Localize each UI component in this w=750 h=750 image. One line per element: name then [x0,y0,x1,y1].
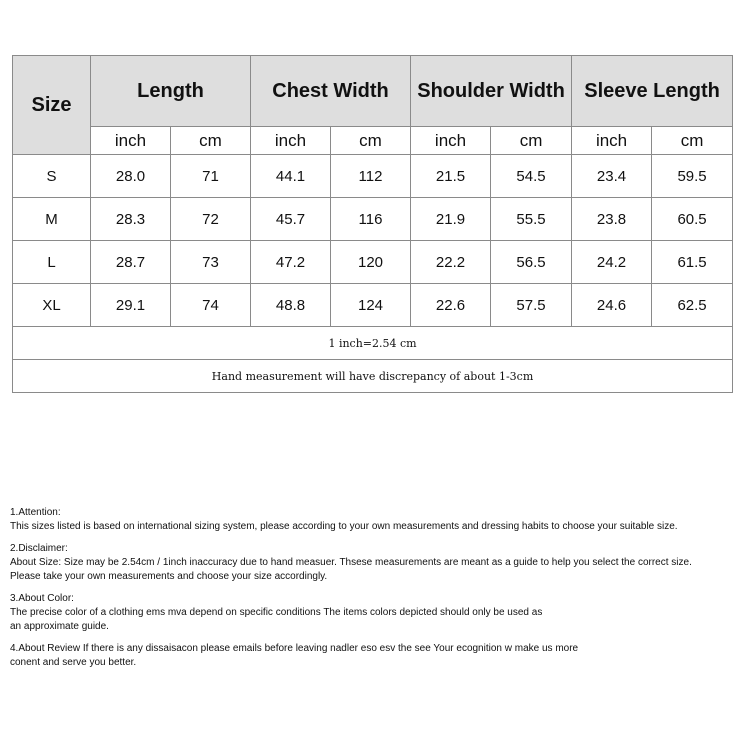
value-cell: 24.6 [572,284,652,327]
size-cell: XL [13,284,91,327]
note-heading: 4.About Review If there is any dissaisacon please emails before leaving nadler eso esv the see Your ecognition w make us more [10,643,579,654]
conversion-note: 1 inch=2.54 cm [13,327,733,360]
note-heading: 2.Disclaimer: [10,543,68,554]
review-note [10,642,745,670]
value-cell: 21.9 [411,198,491,241]
table-row [13,198,733,241]
value-cell: 60.5 [652,198,733,241]
note-text: About Size: Size may be 2.54cm / 1inch inaccuracy due to hand measuer. Thsese measurements are meant as a guide to help you select the correct size. [10,557,692,568]
note-text: an approximate guide. [10,621,109,632]
value-cell: 22.2 [411,241,491,284]
size-cell: M [13,198,91,241]
table-row [13,284,733,327]
value-cell: 44.1 [251,155,331,198]
value-cell: 22.6 [411,284,491,327]
value-cell: 23.8 [572,198,652,241]
value-cell: 29.1 [91,284,171,327]
value-cell: 21.5 [411,155,491,198]
value-cell: 73 [171,241,251,284]
size-cell: L [13,241,91,284]
disclaimer-note [10,542,745,584]
value-cell: 61.5 [652,241,733,284]
color-note [10,592,745,634]
value-cell: 23.4 [572,155,652,198]
value-cell: 56.5 [491,241,572,284]
note-text: Please take your own measurements and choose your size accordingly. [10,571,328,582]
value-cell: 24.2 [572,241,652,284]
header-sleeve-length: Sleeve Length [572,56,733,127]
header-chest-width: Chest Width [251,56,411,127]
value-cell: 120 [331,241,411,284]
size-chart-table [12,55,733,393]
value-cell: 72 [171,198,251,241]
header-row [13,56,733,127]
unit-label: cm [331,127,411,155]
value-cell: 45.7 [251,198,331,241]
header-length: Length [91,56,251,127]
table-row [13,241,733,284]
table-row [13,155,733,198]
note-heading: 1.Attention: [10,507,61,518]
discrepancy-note-row [13,360,733,393]
unit-label: inch [411,127,491,155]
value-cell: 59.5 [652,155,733,198]
value-cell: 48.8 [251,284,331,327]
value-cell: 74 [171,284,251,327]
value-cell: 54.5 [491,155,572,198]
size-cell: S [13,155,91,198]
unit-label: inch [251,127,331,155]
value-cell: 28.0 [91,155,171,198]
note-heading: 3.About Color: [10,593,74,604]
note-text: conent and serve you better. [10,657,137,668]
value-cell: 28.7 [91,241,171,284]
value-cell: 71 [171,155,251,198]
value-cell: 57.5 [491,284,572,327]
unit-label: inch [91,127,171,155]
header-size: Size [13,56,91,155]
notes-section [10,506,745,678]
unit-label: cm [491,127,572,155]
value-cell: 116 [331,198,411,241]
unit-label: inch [572,127,652,155]
value-cell: 112 [331,155,411,198]
discrepancy-note: Hand measurement will have discrepancy of about 1-3cm [13,360,733,393]
header-shoulder-width: Shoulder Width [411,56,572,127]
value-cell: 124 [331,284,411,327]
unit-label: cm [652,127,733,155]
note-text: The precise color of a clothing ems mva depend on specific conditions The items colors depicted should only be used as [10,607,543,618]
conversion-note-row [13,327,733,360]
value-cell: 55.5 [491,198,572,241]
attention-note [10,506,745,534]
unit-row [13,127,733,155]
value-cell: 62.5 [652,284,733,327]
note-text: This sizes listed is based on international sizing system, please according to your own measurements and dressing habits to choose your suitable size. [10,521,678,532]
unit-label: cm [171,127,251,155]
value-cell: 47.2 [251,241,331,284]
value-cell: 28.3 [91,198,171,241]
